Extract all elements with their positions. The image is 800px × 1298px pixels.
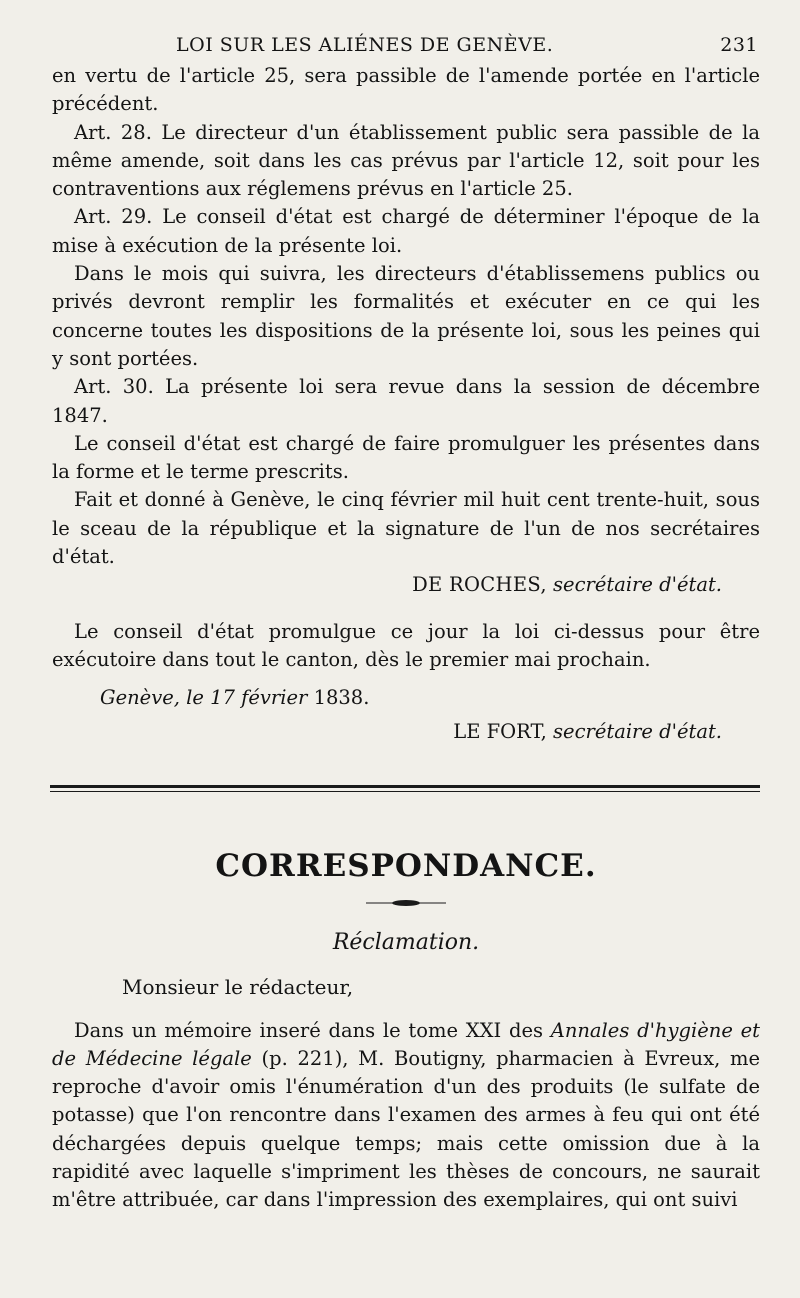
signature-role: secrétaire d'état. — [553, 720, 722, 744]
date-year: 1838. — [313, 686, 370, 710]
date-line — [100, 684, 760, 712]
signature-le-fort — [52, 718, 722, 746]
signature-role: secrétaire d'état. — [553, 573, 722, 597]
page-number: 231 — [720, 34, 758, 56]
salutation: Monsieur le rédacteur, — [122, 974, 354, 999]
journal-title: Annales d'hygiène et de Médecine légale — [52, 1018, 760, 1070]
section-title: CORRESPONDANCE. — [215, 847, 597, 884]
letter-body — [52, 1017, 760, 1215]
running-title: LOI SUR LES ALIÉNES DE GENÈVE. — [176, 34, 554, 56]
signature-name: DE ROCHES, — [412, 573, 547, 597]
section-rule-thin — [50, 791, 760, 792]
letter-text-start: Dans un mémoire inseré dans le tome XXI des — [74, 1018, 551, 1042]
date-place: Genève, le 17 février — [100, 686, 308, 710]
paragraph-promulgation: Le conseil d'état promulgue ce jour la loi ci-dessus pour être exécutoire dans tout le canton, dès le premier mai prochain. — [52, 619, 760, 671]
paragraph-mois: Dans le mois qui suivra, les directeurs d'établissemens publics ou privés devront remplir les formalités et exécuter en ce qui les concerne toutes les dispositions de la présente loi, sous les peines qui y sont portées. — [52, 262, 760, 370]
paragraph-fait: Fait et donné à Genève, le cinq février mil huit cent trente-huit, sous le sceau de la république et la signature de l'un de nos secrétaires d'état. — [52, 488, 760, 569]
signature-de-roches — [52, 571, 722, 599]
running-header — [176, 34, 758, 56]
paragraph-promulguer: Le conseil d'état est chargé de faire promulguer les présentes dans la forme et le terme prescrits. — [52, 431, 760, 484]
section-rule-thick — [50, 785, 760, 788]
ornament-divider — [366, 898, 446, 908]
subsection-title: Réclamation. — [332, 929, 480, 955]
letter-text-rest: (p. 221), M. Boutigny, pharmacien à Evreux, me reproche d'avoir omis l'énumération d'un des produits (le sulfate de potasse) que l'on rencontre dans l'examen des armes à feu qui ont été déchargées depuis quelque temps; mais cette omission due à la rapidité avec laquelle s'impriment les thèses de concours, ne saurait m'être attribuée, car dans l'impression des exemplaires, qui ont suivi — [52, 1046, 760, 1212]
paragraph-art-30: Art. 30. La présente loi sera revue dans la session de décembre 1847. — [52, 375, 760, 427]
paragraph-continuation: en vertu de l'article 25, sera passible de l'amende portée en l'article précédent. — [52, 64, 760, 116]
paragraph-art-28: Art. 28. Le directeur d'un établissement public sera passible de la même amende, soit dans les cas prévus par l'article 12, soit pour les contraventions aux réglemens prévus en l'article 25. — [52, 120, 760, 201]
signature-name: LE FORT, — [453, 720, 547, 744]
paragraph-art-29: Art. 29. Le conseil d'état est chargé de déterminer l'époque de la mise à exécution de la présente loi. — [52, 205, 760, 257]
